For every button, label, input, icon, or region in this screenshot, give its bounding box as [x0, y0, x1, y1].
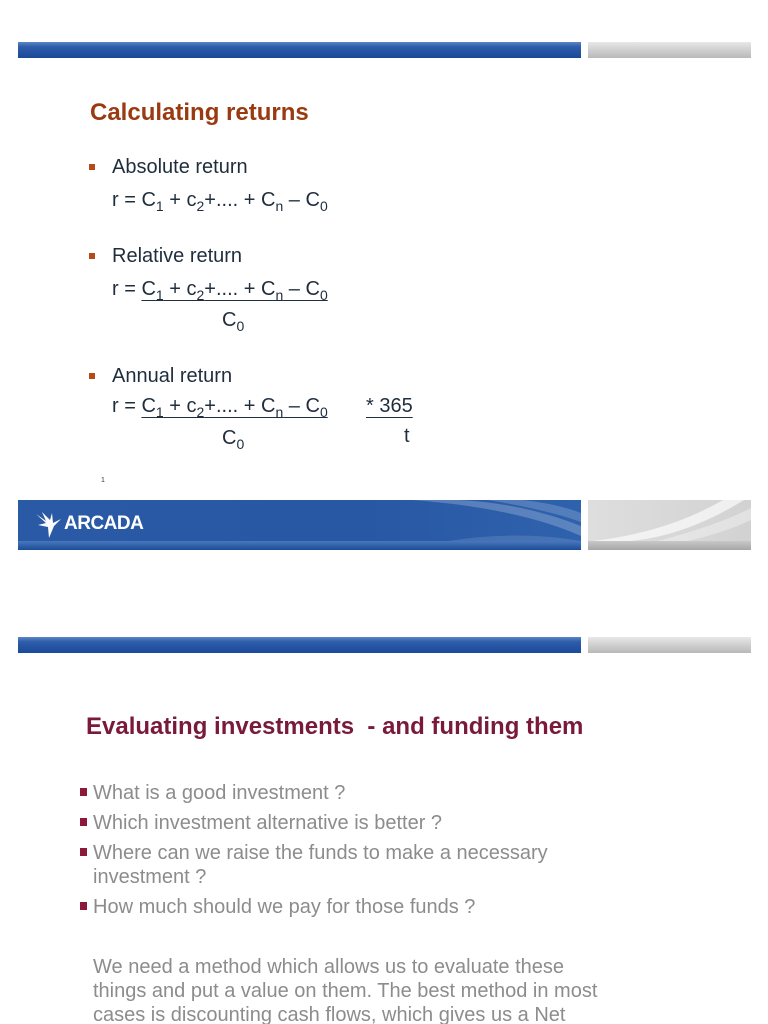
bullet-marker — [89, 373, 95, 379]
formula-text: +.... + C — [204, 278, 276, 300]
bullet-marker — [80, 848, 87, 856]
formula-subscript: n — [275, 198, 284, 214]
formula-text: C — [222, 309, 237, 331]
formula-prefix: r = — [112, 278, 142, 300]
formula-denominator — [222, 427, 245, 452]
formula-text: +.... + C — [204, 395, 276, 417]
bullet-label-relative-return: Relative return — [112, 245, 243, 267]
formula-text: + c — [163, 189, 197, 211]
list-item-text: How much should we pay for those funds ? — [93, 896, 476, 918]
formula-subscript: n — [275, 404, 284, 420]
formula-text: +.... + C — [204, 189, 276, 211]
formula-period: t — [404, 425, 410, 447]
paragraph-line: We need a method which allows us to evaluate these — [93, 956, 565, 978]
formula-text: C — [141, 395, 156, 417]
formula-subscript: 2 — [196, 198, 205, 214]
slide-title: Calculating returns — [90, 99, 309, 126]
formula-subscript: 1 — [155, 198, 164, 214]
formula-text: – C — [283, 278, 320, 300]
absolute-return-formula — [112, 189, 328, 214]
formula-subscript: 1 — [155, 404, 164, 420]
formula-text: C — [222, 427, 237, 449]
bullet-marker — [89, 164, 95, 170]
bullet-marker — [80, 818, 87, 826]
bullet-list — [93, 781, 753, 925]
list-item — [93, 781, 753, 805]
slide-2-top-bar-gray — [588, 637, 751, 653]
formula-text: + c — [163, 278, 197, 300]
formula-subscript: 0 — [236, 436, 245, 452]
formula-subscript: 0 — [319, 404, 328, 420]
slide-1-top-bar-gray — [588, 42, 751, 58]
formula-subscript: n — [275, 287, 284, 303]
logo-text: ARCADA — [64, 513, 144, 534]
list-item — [93, 955, 753, 1024]
slide-1-top-bar — [18, 42, 581, 58]
relative-return-formula — [112, 278, 328, 303]
formula-subscript: 0 — [319, 198, 328, 214]
formula-subscript: 1 — [155, 287, 164, 303]
list-item-text: Where can we raise the funds to make a necessary — [93, 842, 548, 864]
bullet-label-annual-return: Annual return — [112, 365, 233, 387]
formula-text: C — [141, 278, 156, 300]
list-item-text: Which investment alternative is better ? — [93, 812, 443, 834]
formula-numerator — [141, 278, 328, 303]
formula-prefix: r = — [112, 395, 142, 417]
bullet-label-absolute-return: Absolute return — [112, 156, 248, 178]
bullet-marker — [80, 902, 87, 910]
formula-subscript: 0 — [319, 287, 328, 303]
formula-denominator — [222, 309, 245, 334]
annual-return-formula — [112, 395, 328, 420]
list-item-text: What is a good investment ? — [93, 782, 346, 804]
page-number: 1 — [101, 477, 105, 484]
formula-multiplier: * 365 — [366, 395, 413, 417]
paragraph-item — [93, 955, 753, 1024]
slide-title: Evaluating investments - and funding them — [86, 713, 584, 740]
list-item-text: investment ? — [93, 866, 207, 888]
bullet-marker — [89, 253, 95, 259]
slide-2-top-bar — [18, 637, 581, 653]
arcada-bird-icon — [35, 511, 63, 539]
formula-text: r = C — [112, 189, 156, 211]
list-item — [93, 895, 753, 919]
formula-text: – C — [283, 189, 320, 211]
formula-subscript: 2 — [196, 287, 205, 303]
formula-text: – C — [283, 395, 320, 417]
list-item — [93, 841, 753, 889]
formula-text: + c — [163, 395, 197, 417]
formula-subscript: 0 — [236, 318, 245, 334]
paragraph-line: things and put a value on them. The best method in most — [93, 980, 598, 1002]
formula-subscript: 2 — [196, 404, 205, 420]
formula-numerator — [141, 395, 328, 420]
bullet-marker — [80, 788, 87, 796]
footer-banner — [18, 500, 751, 550]
paragraph-line: cases is discounting cash flows, which gives us a Net — [93, 1004, 566, 1024]
list-item — [93, 811, 753, 835]
